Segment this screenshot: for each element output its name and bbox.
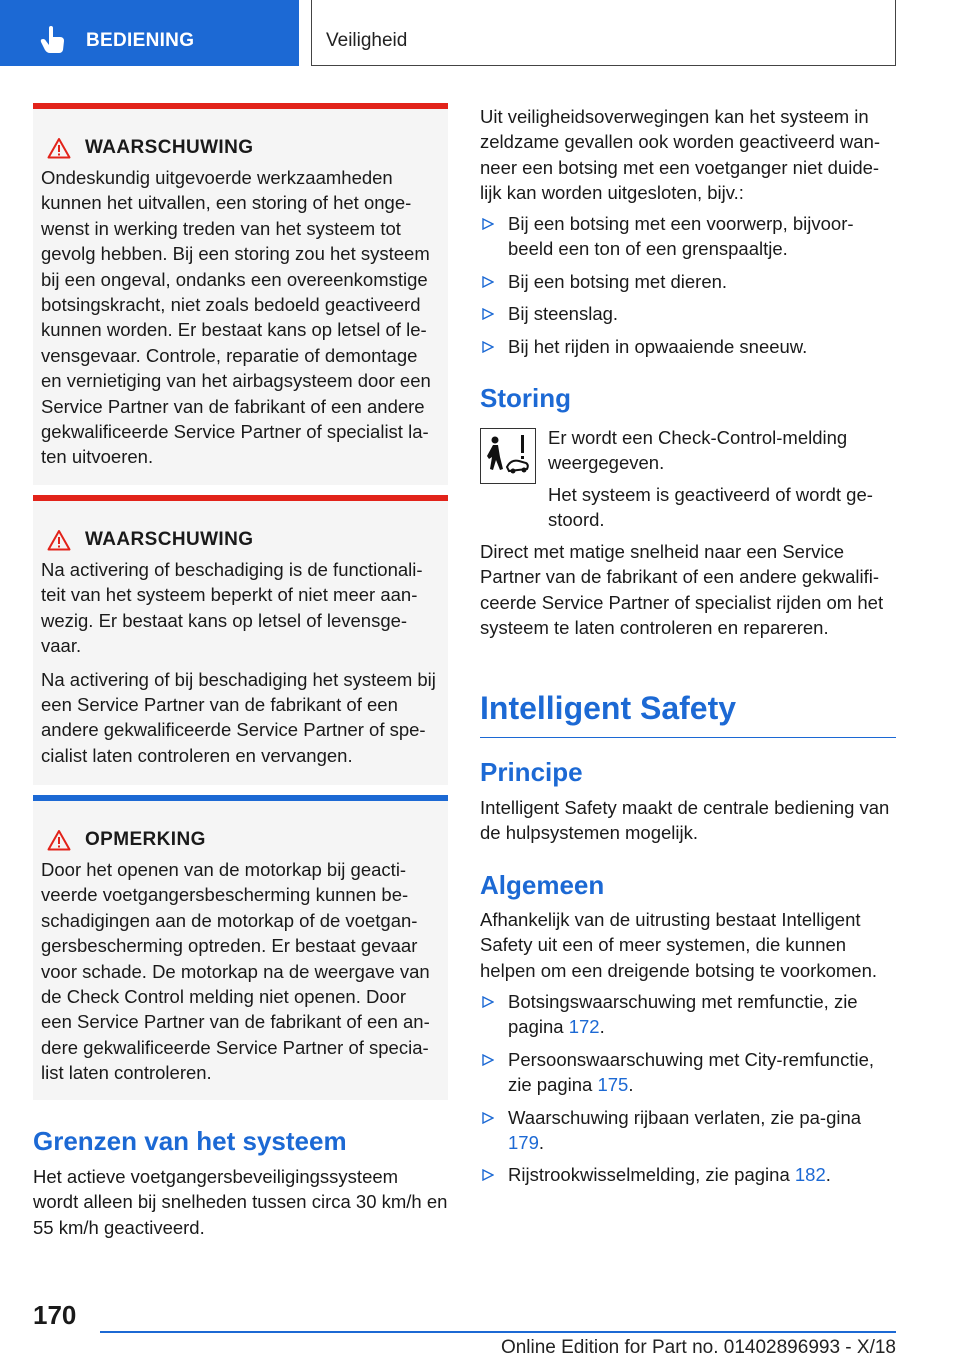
body-text: Uit veiligheidsoverwegingen kan het systeem in zeldzame gevallen ook worden geactiveerd wan-neer een botsing met een voetganger niet duide-lijk kan worden uitgesloten, bijv.: — [480, 106, 881, 204]
bullet-triangle-icon — [482, 308, 494, 320]
warning-triangle-icon — [47, 137, 71, 159]
section-heading: Storing — [480, 383, 571, 413]
bullet-triangle-icon — [482, 1054, 494, 1066]
warning-triangle-icon — [47, 529, 71, 551]
list-item: Bij het rijden in opwaaiende sneeuw. — [480, 334, 896, 359]
note-box — [33, 795, 448, 1100]
list-item: Bij een botsing met dieren. — [480, 269, 896, 294]
page-header — [0, 0, 960, 66]
page-link[interactable]: 182 — [794, 1164, 826, 1186]
section-title: Veiligheid — [326, 30, 408, 51]
note-text: Door het openen van de motorkap bij geacti-veerde voetgangersbescherming kunnen be-schadigingen aan de motorkap of de voetgan-gersbescherming optreden. Er bestaat gevaar voor schade. De motorkap na de weergave van de Check Control melding niet openen. Door een Service Partner van de fabrikant of een an-dere gekwalificeerde Service Partner of specia-list laten controleren. — [41, 859, 430, 1084]
warning-text: Na activering of beschadiging is de functionali-teit van het systeem beperkt of niet meer aan-wezig. Er bestaat kans op letsel of levensge-vaar. — [41, 559, 423, 657]
systems-list — [480, 989, 896, 1188]
warning-box — [33, 495, 448, 785]
bullet-triangle-icon — [482, 996, 494, 1008]
body-text: Direct met matige snelheid naar een Service Partner van de fabrikant of een andere gekwalifi-ceerde Service Partner of specialist rijden om het systeem te laten controleren en repareren. — [480, 541, 884, 639]
warning-text: Na activering of bij beschadiging het systeem bij een Service Partner van de fabrikant of een andere gekwalificeerde Service Partner of spe-cialist laten controleren en vervangen. — [41, 668, 436, 766]
page-link[interactable]: 179 — [508, 1132, 539, 1154]
tab-label: BEDIENING — [86, 30, 195, 51]
list-item: Persoonswaarschuwing met City-remfunctie, zie pagina 175. — [480, 1047, 896, 1098]
body-text: Er wordt een Check-Control-melding weergegeven. — [548, 427, 848, 474]
list-item: Waarschuwing rijbaan verlaten, zie pa-gina 179. — [480, 1105, 896, 1156]
page-number: 170 — [33, 1300, 77, 1330]
section-heading: Grenzen van het systeem — [33, 1126, 347, 1156]
chapter-heading: Intelligent Safety — [480, 690, 896, 738]
note-title: OPMERKING — [85, 829, 206, 850]
warning-triangle-icon — [47, 829, 71, 851]
tab-bediening[interactable] — [0, 0, 299, 66]
section-heading: Algemeen — [480, 870, 605, 900]
page-link[interactable]: 175 — [597, 1074, 629, 1096]
bullet-triangle-icon — [482, 218, 494, 230]
section-heading: Principe — [480, 757, 583, 787]
list-item: Bij steenslag. — [480, 301, 896, 326]
list-item: Rijstrookwisselmelding, zie pagina 182. — [480, 1162, 896, 1187]
body-text: Afhankelijk van de uitrusting bestaat Intelligent Safety uit een of meer systemen, die kunnen helpen om een dreigende botsing te voorkomen. — [480, 909, 877, 981]
warning-title: WAARSCHUWING — [85, 529, 254, 550]
bullet-triangle-icon — [482, 341, 494, 353]
page-link[interactable]: 172 — [568, 1016, 600, 1038]
bullet-triangle-icon — [482, 276, 494, 288]
tab-veiligheid[interactable] — [311, 0, 896, 66]
warning-box — [33, 103, 448, 485]
list-item: Botsingswaarschuwing met remfunctie, zie pagina 172. — [480, 989, 896, 1040]
warning-title: WAARSCHUWING — [85, 137, 254, 158]
edition-text: Online Edition for Part no. 01402896993 - X/18 — [500, 1337, 896, 1358]
list-item: Bij een botsing met een voorwerp, bijvoor-beeld een ton of een grenspaaltje. — [480, 211, 896, 262]
body-text: Het actieve voetgangersbeveiligingssysteem wordt alleen bij snelheden tussen circa 30 km/h en 55 km/h geactiveerd. — [33, 1166, 448, 1238]
example-list — [480, 211, 896, 359]
bullet-triangle-icon — [482, 1112, 494, 1124]
body-text: Intelligent Safety maakt de centrale bediening van de hulpsystemen mogelijk. — [480, 797, 890, 844]
body-text: Het systeem is geactiveerd of wordt ge-stoord. — [548, 484, 873, 531]
hand-pointer-icon — [40, 26, 66, 54]
warning-text: Ondeskundig uitgevoerde werkzaamheden kunnen het uitvallen, een storing of het onge-wenst in werking treden van het systeem tot gevolg hebben. Bij een storing zou het systeem bij een ongeval, ondanks een overeenkomstige botsingskracht, niet zoals bedoeld geactiveerd kunnen worden. Er bestaat kans op letsel of le-vensgevaar. Controle, reparatie of demontage en vernietiging van het airbagsysteem door een Service Partner van de fabrikant of een andere gekwalificeerde Service Partner of specialist la-ten uitvoeren. — [41, 167, 431, 468]
footer-divider — [100, 1331, 896, 1333]
bullet-triangle-icon — [482, 1169, 494, 1181]
pedestrian-protection-warning-icon — [480, 428, 536, 484]
